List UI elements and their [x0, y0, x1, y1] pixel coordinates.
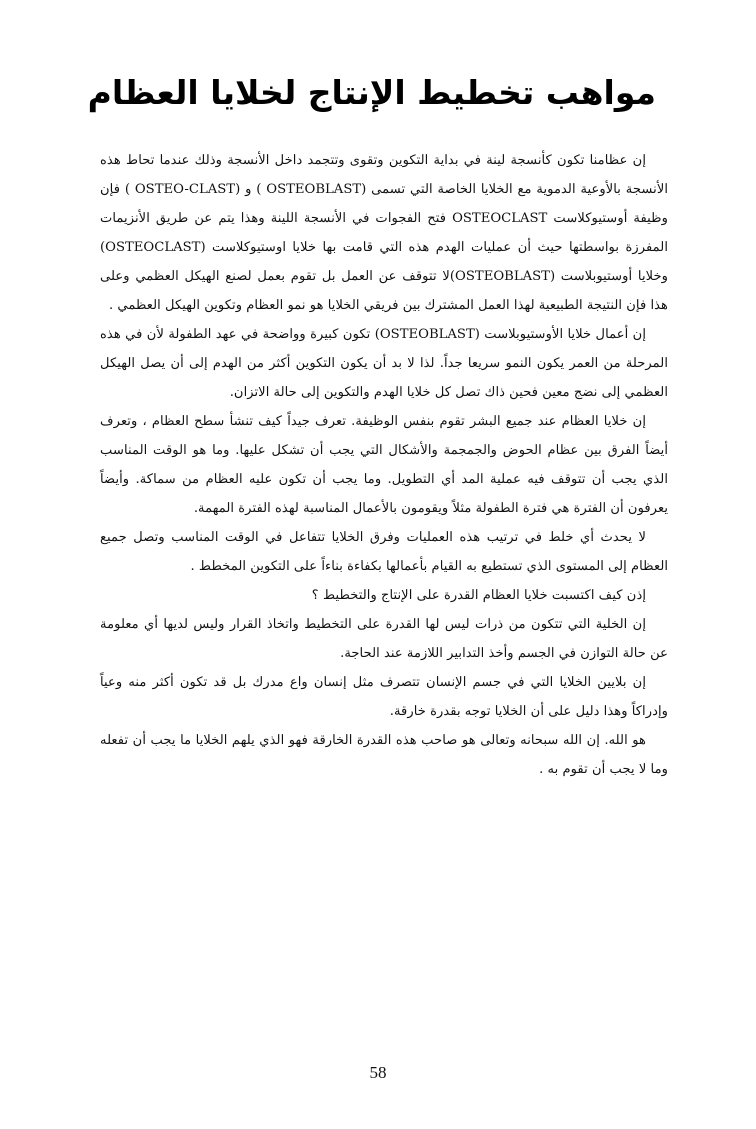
body-text [100, 146, 668, 784]
paragraph: لا يحدث أي خلط في ترتيب هذه العمليات وفرق الخلايا تتفاعل في الوقت المناسب وتصل جميع العظام إلى المستوى الذي تستطيع به القيام بأعمالها بكفاءة بناءاً على التكوين المخطط . [100, 530, 668, 574]
paragraph: إذن كيف اكتسبت خلايا العظام القدرة على الإنتاج والتخطيط ؟ [311, 588, 646, 603]
paragraph: إن بلايين الخلايا التي في جسم الإنسان تتصرف مثل إنسان واع مدرك بل قد تكون أكثر منه وعياً وإدراكاً وهذا دليل على أن الخلايا توجه بقدرة خارقة. [100, 675, 668, 719]
paragraph: إن الخلية التي تتكون من ذرات ليس لها القدرة على التخطيط واتخاذ القرار وليس لديها أي معلومة عن حالة التوازن في الجسم وأخذ التدابير اللازمة عند الحاجة. [100, 617, 668, 661]
paragraph: هو الله. إن الله سبحانه وتعالى هو صاحب هذه القدرة الخارقة فهو الذي يلهم الخلايا ما يجب أن تفعله وما لا يجب أن تقوم به . [100, 733, 668, 777]
page-title: مواهب تخطيط الإنتاج لخلايا العظام [87, 73, 656, 112]
paragraph: إن عظامنا تكون كأنسجة لينة في بداية التكوين وتقوى وتتجمد داخل الأنسجة وذلك عندما تحاط هذه الأنسجة بالأوعية الدموية مع الخلايا الخاصة التي تسمى (OSTEOBLAST ) و (OSTEO-CLAST ) فإن وظيفة أوستيوكلاست OSTEOCLAST فتح الفجوات في الأنسجة اللينة وهذا يتم عن طريق الأنزيمات المفرزة بواسطتها حيث أن عمليات الهدم هذه التي قامت بها خلايا اوستيوكلاست (OSTEOCLAST) وخلايا أوستيوبلاست (OSTEOBLAST)لا تتوقف عن العمل بل تقوم بعمل لصنع الهيكل العظمي وعلى هذا فإن النتيجة الطبيعية لهذا العمل المشترك بين فريقي الخلايا هو نمو العظام وتكوين الهيكل العظمي . [100, 153, 669, 313]
page-number: 58 [369, 1063, 387, 1082]
paragraph: إن أعمال خلايا الأوستيوبلاست (OSTEOBLAST) تكون كبيرة وواضحة في عهد الطفولة لأن في هذه المرحلة من العمر يكون النمو سريعا جداً. لذا لا بد أن يكون التكوين أكثر من الهدم إلى أن يصل الهيكل العظمي إلى نضج معين فحين ذاك تصل كل خلايا الهدم والتكوين إلى حالة الاتزان. [100, 327, 668, 400]
paragraph: إن خلايا العظام عند جميع البشر تقوم بنفس الوظيفة. تعرف جيداً كيف تنشأ سطح العظام ، وتعرف أيضاً الفرق بين عظام الحوض والجمجمة والأشكال التي يجب أن تشكل عليها. وما هو الوقت المناسب الذي يجب أن تتوقف فيه عملية المد أي التطويل. وما يجب أن تكون عليه العظام من سماكة. وأيضاً يعرفون أن الفترة هي فترة الطفولة مثلاً ويقومون بالأعمال المناسبة لهذه الفترة المهمة. [100, 414, 668, 516]
